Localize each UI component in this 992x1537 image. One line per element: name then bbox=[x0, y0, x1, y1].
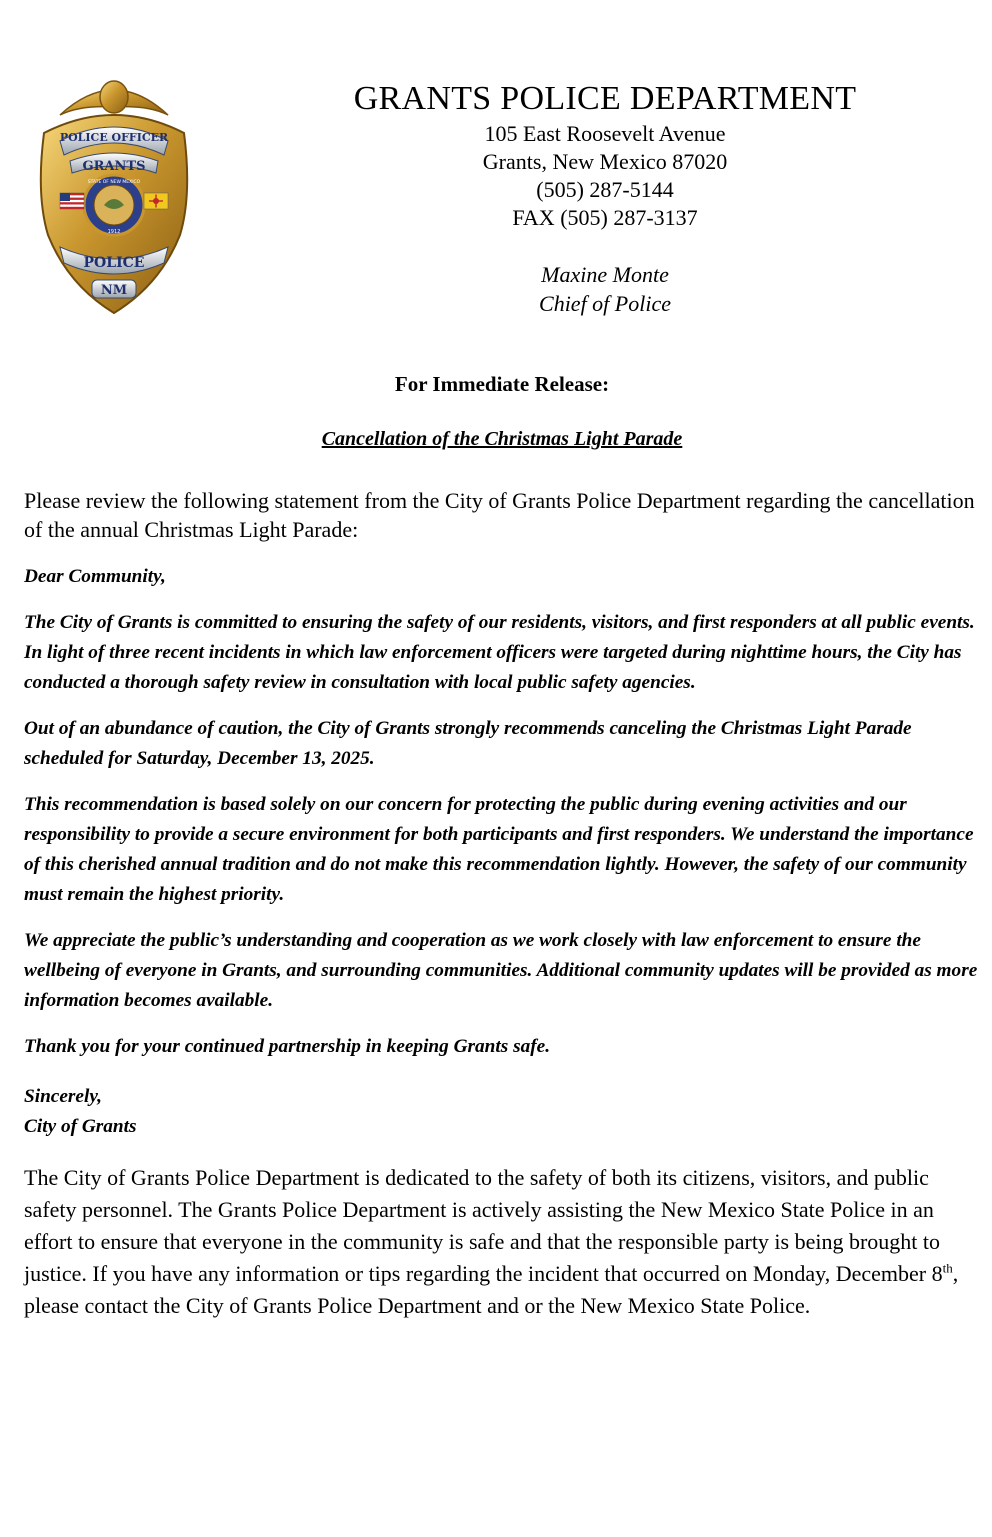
letter-paragraph: Thank you for your continued partnership in keeping Grants safe. bbox=[24, 1036, 551, 1057]
ordinal-suffix: th bbox=[942, 1260, 953, 1276]
svg-text:POLICE: POLICE bbox=[83, 255, 145, 271]
chief-block bbox=[205, 260, 992, 318]
footer-text-end: , please contact the City of Grants Police Department and or the New Mexico State Police. bbox=[24, 1261, 959, 1318]
letter-paragraph: We appreciate the public’s understanding and cooperation as we work closely with law enforcement to ensure the wellbeing of everyone in Grants, and surrounding communities. Additional community updates will be provided as more information becomes available. bbox=[24, 930, 978, 1011]
letter-paragraph: This recommendation is based solely on our concern for protecting the public during evening activities and our responsibility to provide a secure environment for both participants and first responders. We understand the importance of this cherished annual tradition and do not make this recommendation lightly. However, the safety of our community must remain the highest priority. bbox=[24, 794, 974, 905]
phone-number: (505) 287-5144 bbox=[536, 177, 674, 202]
department-name: GRANTS POLICE DEPARTMENT bbox=[353, 80, 857, 117]
subject-line: Cancellation of the Christmas Light Parade bbox=[321, 428, 683, 450]
svg-text:STATE OF NEW MEXICO: STATE OF NEW MEXICO bbox=[87, 180, 141, 185]
chief-name: Maxine Monte bbox=[541, 262, 669, 287]
letterhead bbox=[205, 78, 992, 318]
us-flag-icon bbox=[60, 193, 84, 209]
letter-greeting: Dear Community, bbox=[24, 566, 166, 587]
svg-text:POLICE OFFICER: POLICE OFFICER bbox=[59, 131, 169, 144]
letter-paragraph: The City of Grants is committed to ensuring the safety of our residents, visitors, and first responders at all public events. In light of three recent incidents in which law enforcement officers were targeted during nighttime hours, the City has conducted a thorough safety review in consultation with local public safety agencies. bbox=[24, 612, 975, 693]
footer-paragraph bbox=[24, 1162, 984, 1322]
address-line-2: Grants, New Mexico 87020 bbox=[482, 149, 728, 174]
svg-text:NM: NM bbox=[100, 283, 128, 298]
svg-text:GRANTS: GRANTS bbox=[82, 159, 146, 174]
fax-number: FAX (505) 287-3137 bbox=[512, 205, 698, 230]
letter-closing bbox=[24, 1082, 984, 1142]
closing-word: Sincerely, bbox=[24, 1086, 103, 1107]
release-heading: For Immediate Release: bbox=[394, 372, 610, 396]
svg-text:1912: 1912 bbox=[107, 229, 121, 235]
letter-paragraph: Out of an abundance of caution, the City of Grants strongly recommends canceling the Christmas Light Parade scheduled for Saturday, December 13, 2025. bbox=[24, 718, 912, 769]
police-badge-logo bbox=[30, 75, 198, 320]
address-line-1: 105 East Roosevelt Avenue bbox=[484, 121, 726, 146]
chief-title: Chief of Police bbox=[539, 291, 671, 316]
intro-paragraph: Please review the following statement from the City of Grants Police Department regarding the cancellation of the annual Christmas Light Parade: bbox=[24, 488, 975, 542]
nm-flag-icon bbox=[144, 193, 168, 209]
document-body bbox=[24, 486, 984, 1322]
signature: City of Grants bbox=[24, 1116, 137, 1137]
footer-text-main: The City of Grants Police Department is dedicated to the safety of both its citizens, visitors, and public safety personnel. The Grants Police Department is actively assisting the New Mexico State Police in an effort to ensure that everyone in the community is safe and that the responsible party is being brought to justice. If you have any information or tips regarding the incident that occurred on Monday, December 8 bbox=[24, 1165, 943, 1286]
